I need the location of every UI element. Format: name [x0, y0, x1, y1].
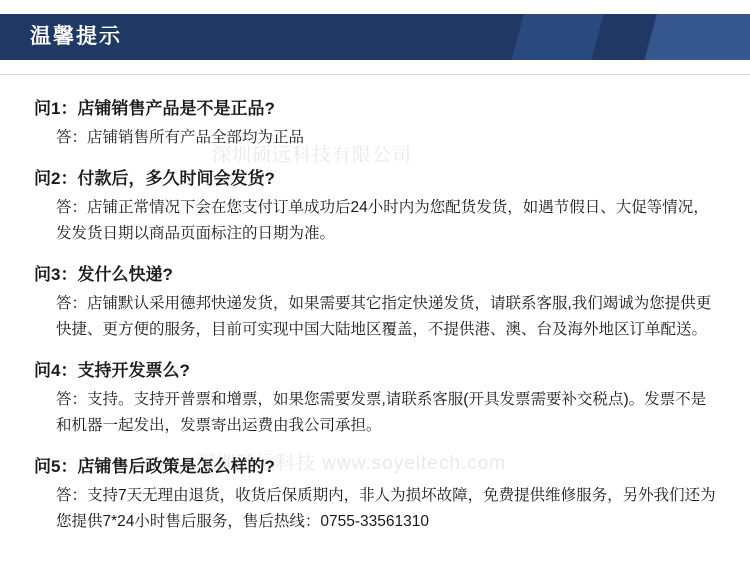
faq-question: 问3：发什么快递? — [34, 265, 173, 284]
faq-item — [34, 454, 716, 535]
faq-item — [34, 262, 716, 343]
faq-list — [0, 74, 750, 535]
faq-item — [34, 166, 716, 247]
header-diagonal-decoration — [430, 14, 750, 60]
faq-answer: 答：店铺正常情况下会在您支付订单成功后24小时内为您配货发货，如遇节假日、大促等情况，发发货日期以商品页面标注的日期为准。 — [56, 199, 709, 242]
faq-item — [34, 358, 716, 439]
watermark-website: 深圳硕远科技 www.soyeltech.com — [196, 453, 507, 474]
faq-question: 问5：店铺售后政策是怎么样的? — [34, 457, 275, 476]
faq-answer: 答：店铺默认采用德邦快递发货，如果需要其它指定快递发货，请联系客服,我们竭诚为您提供更快捷、更方便的服务，目前可实现中国大陆地区覆盖，不提供港、澳、台及海外地区订单配送。 — [56, 295, 712, 338]
faq-question: 问2：付款后，多久时间会发货? — [34, 169, 275, 188]
faq-question: 问1：店铺销售产品是不是正品? — [34, 99, 275, 118]
watermark-company: 深圳硕远科技有限公司 — [212, 145, 413, 166]
faq-answer: 答：店铺销售所有产品全部均为正品 — [56, 129, 305, 146]
faq-answer: 答：支持7天无理由退货，收货后保质期内，非人为损坏故障，免费提供维修服务，另外我们还为您提供7*24小时售后服务，售后热线：0755-33561310 — [56, 487, 716, 530]
page-title: 温馨提示 — [30, 25, 122, 48]
faq-answer: 答：支持。支持开普票和增票，如果您需要发票,请联系客服(开具发票需要补交税点)。发票不是和机器一起发出，发票寄出运费由我公司承担。 — [56, 391, 707, 434]
faq-question: 问4：支持开发票么? — [34, 361, 190, 380]
header-banner — [0, 0, 750, 74]
faq-item — [34, 96, 716, 151]
